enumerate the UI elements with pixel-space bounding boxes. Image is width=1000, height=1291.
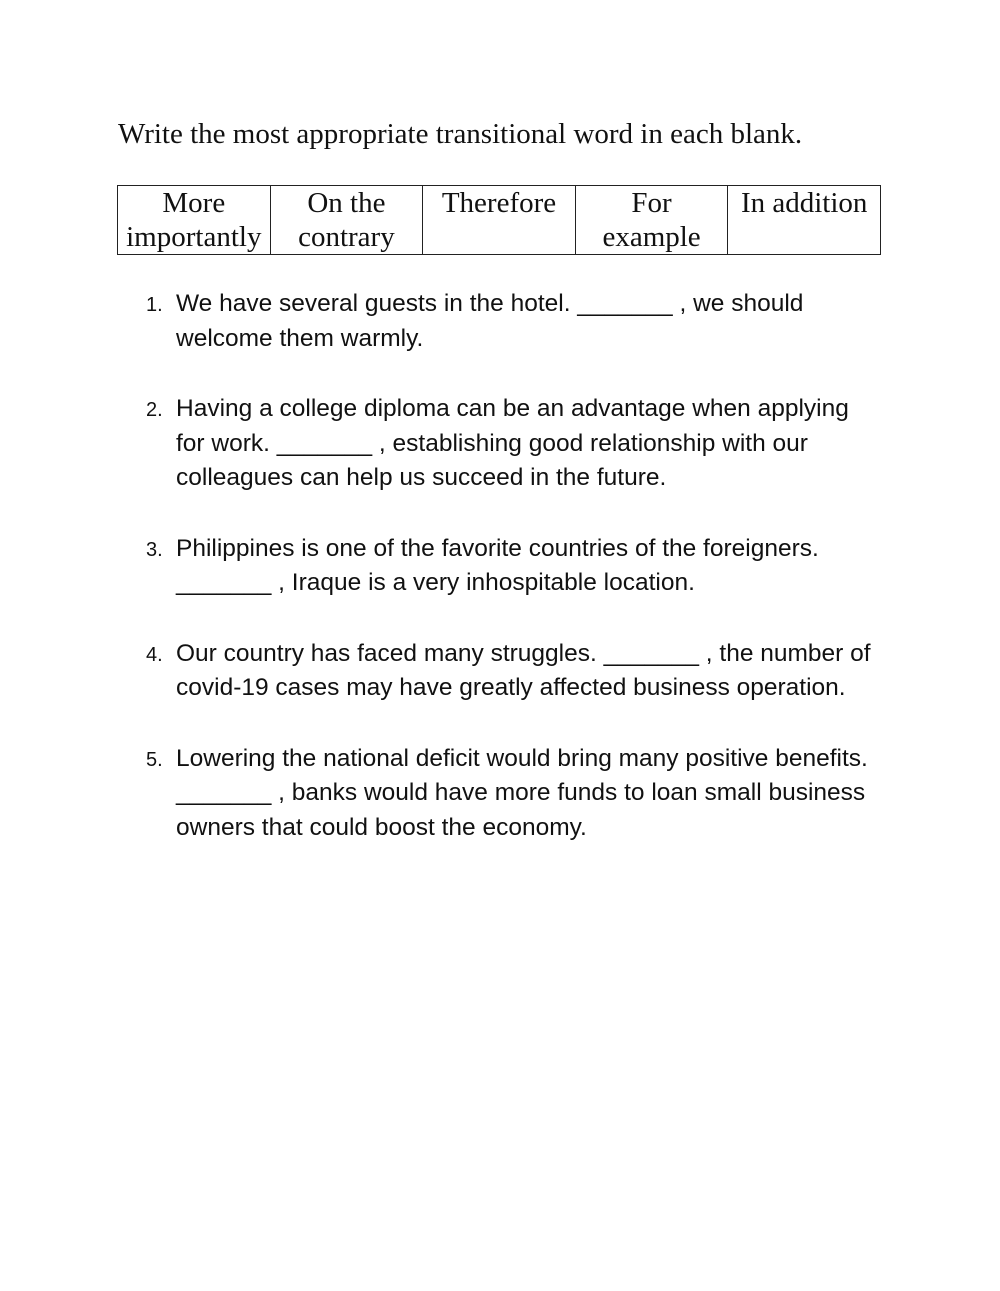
question-number: 5. bbox=[146, 748, 163, 771]
word-bank-cell: More importantly bbox=[118, 186, 271, 255]
question-text: Philippines is one of the favorite countries of the foreigners. _______ , Iraque is a very inhospitable location. bbox=[176, 534, 819, 596]
word-bank-cell: Therefore bbox=[423, 186, 576, 255]
question-text: Lowering the national deficit would bring many positive benefits. _______ , banks would have more funds to loan small business owners that could boost the economy. bbox=[176, 744, 868, 841]
question-item bbox=[146, 392, 876, 496]
question-number: 1. bbox=[146, 294, 163, 316]
word-bank-cell: In addition bbox=[728, 186, 881, 255]
word-bank-table bbox=[117, 185, 881, 255]
word-bank-row bbox=[118, 186, 881, 255]
question-item bbox=[146, 532, 876, 601]
question-text: Our country has faced many struggles. _______ , the number of covid-19 cases may have greatly affected business operation. bbox=[176, 639, 871, 701]
question-list bbox=[146, 287, 876, 881]
question-item bbox=[146, 742, 876, 846]
question-number: 3. bbox=[146, 538, 163, 561]
word-bank-cell: On the contrary bbox=[270, 186, 423, 255]
question-item bbox=[146, 637, 876, 706]
word-bank-cell: For example bbox=[575, 186, 728, 255]
question-number: 4. bbox=[146, 643, 163, 666]
question-text: We have several guests in the hotel. _______ , we should welcome them warmly. bbox=[176, 290, 804, 352]
instruction-heading: Write the most appropriate transitional word in each blank. bbox=[118, 118, 803, 150]
question-text: Having a college diploma can be an advantage when applying for work. _______ , establishing good relationship with our colleagues can help us succeed in the future. bbox=[176, 395, 849, 491]
question-item bbox=[146, 287, 876, 356]
question-number: 2. bbox=[146, 399, 163, 421]
